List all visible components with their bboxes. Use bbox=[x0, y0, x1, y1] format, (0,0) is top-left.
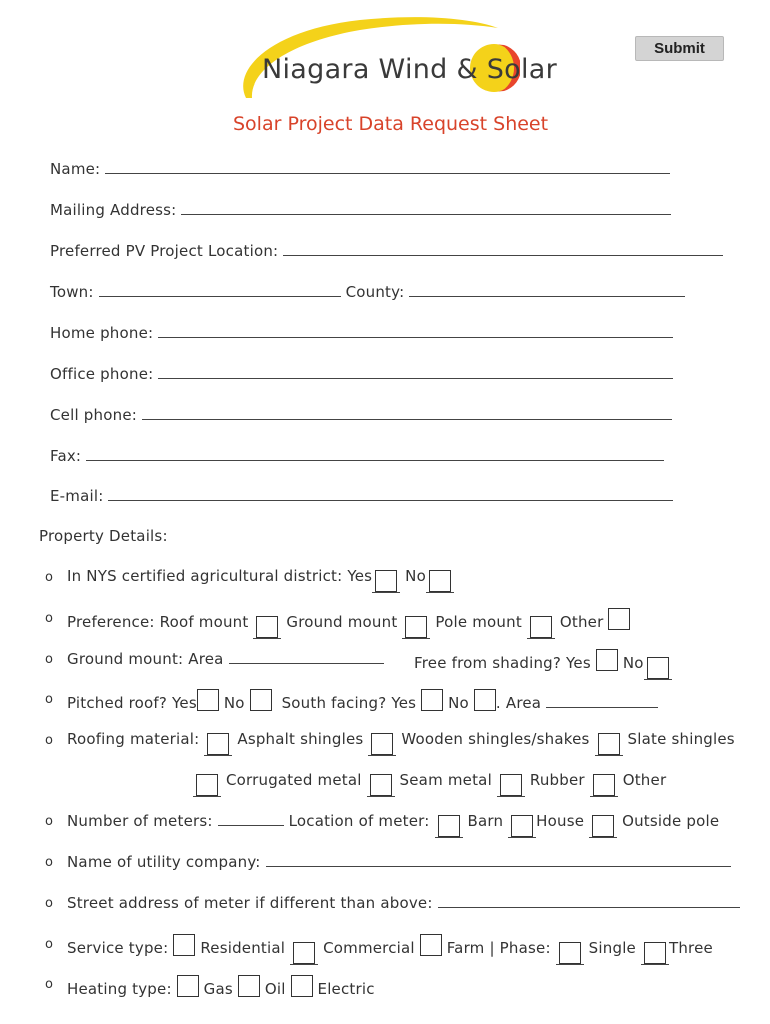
roof-other-checkbox[interactable] bbox=[593, 774, 615, 796]
asphalt-checkbox[interactable] bbox=[207, 733, 229, 755]
utility-field[interactable] bbox=[266, 852, 731, 867]
corrugated-label: Corrugated metal bbox=[225, 771, 362, 789]
bullet: o bbox=[45, 692, 53, 707]
rubber-label: Rubber bbox=[529, 771, 585, 789]
office-phone-label: Office phone: bbox=[50, 365, 154, 383]
cell-phone-row bbox=[50, 405, 672, 424]
home-phone-row bbox=[50, 323, 673, 342]
pitched-roof-label: Pitched roof? bbox=[67, 694, 168, 712]
south-yes-label: Yes bbox=[391, 694, 417, 712]
pv-location-row bbox=[50, 241, 723, 260]
utility-label: Name of utility company: bbox=[67, 853, 261, 871]
town-county-row bbox=[50, 282, 685, 301]
ground-area-row bbox=[67, 649, 384, 668]
preference-row bbox=[67, 608, 630, 639]
wooden-checkbox[interactable] bbox=[371, 733, 393, 755]
heating-type-label: Heating type: bbox=[67, 980, 172, 998]
bullet: o bbox=[45, 855, 53, 870]
pitched-no-checkbox[interactable] bbox=[250, 689, 272, 711]
bullet: o bbox=[45, 570, 53, 585]
ground-area-label: Ground mount: Area bbox=[67, 650, 224, 668]
street-meter-label: Street address of meter if different than above: bbox=[67, 894, 433, 912]
farm-checkbox[interactable] bbox=[420, 934, 442, 956]
oil-checkbox[interactable] bbox=[238, 975, 260, 997]
pv-location-label: Preferred PV Project Location: bbox=[50, 242, 279, 260]
pitched-yes-label: Yes bbox=[172, 694, 197, 712]
roof-area-label: . Area bbox=[495, 694, 542, 712]
meters-row bbox=[67, 811, 719, 838]
wooden-label: Wooden shingles/shakes bbox=[401, 730, 590, 748]
outside-pole-label: Outside pole bbox=[622, 812, 720, 830]
asphalt-label: Asphalt shingles bbox=[237, 730, 364, 748]
barn-checkbox[interactable] bbox=[438, 815, 460, 837]
outside-pole-checkbox[interactable] bbox=[592, 815, 614, 837]
shading-no-checkbox[interactable] bbox=[647, 657, 669, 679]
electric-checkbox[interactable] bbox=[291, 975, 313, 997]
south-no-checkbox[interactable] bbox=[474, 689, 496, 711]
county-field[interactable] bbox=[409, 282, 685, 297]
gas-label: Gas bbox=[203, 980, 233, 998]
fax-label: Fax: bbox=[50, 447, 82, 465]
commercial-label: Commercial bbox=[323, 939, 415, 957]
rubber-checkbox[interactable] bbox=[500, 774, 522, 796]
shading-row bbox=[414, 649, 672, 680]
pitched-no-label: No bbox=[223, 694, 245, 712]
south-yes-checkbox[interactable] bbox=[421, 689, 443, 711]
cell-phone-field[interactable] bbox=[142, 405, 672, 420]
roof-other-label: Other bbox=[622, 771, 667, 789]
south-no-label: No bbox=[448, 694, 469, 712]
mailing-address-label: Mailing Address: bbox=[50, 201, 177, 219]
single-checkbox[interactable] bbox=[559, 942, 581, 964]
cell-phone-label: Cell phone: bbox=[50, 406, 137, 424]
service-row bbox=[67, 934, 713, 965]
num-meters-field[interactable] bbox=[218, 811, 284, 826]
house-label: House bbox=[536, 812, 585, 830]
page-title: Solar Project Data Request Sheet bbox=[233, 113, 549, 135]
roof-mount-label: Preference: Roof mount bbox=[67, 613, 249, 631]
barn-label: Barn bbox=[467, 812, 504, 830]
bullet: o bbox=[45, 611, 53, 626]
three-label: Three bbox=[668, 939, 713, 957]
gas-checkbox[interactable] bbox=[177, 975, 199, 997]
bullet: o bbox=[45, 733, 53, 748]
property-details-heading: Property Details: bbox=[39, 527, 168, 545]
roof-area-field[interactable] bbox=[546, 693, 658, 708]
shading-yes-label: Yes bbox=[566, 654, 591, 672]
ag-district-row bbox=[67, 567, 454, 593]
pole-mount-checkbox[interactable] bbox=[530, 616, 552, 638]
utility-row bbox=[67, 852, 731, 871]
commercial-checkbox[interactable] bbox=[293, 942, 315, 964]
ag-no-checkbox[interactable] bbox=[429, 570, 451, 592]
town-label: Town: bbox=[50, 283, 94, 301]
heating-row bbox=[67, 975, 375, 998]
bullet: o bbox=[45, 937, 53, 952]
pitched-yes-checkbox[interactable] bbox=[197, 689, 219, 711]
office-phone-field[interactable] bbox=[158, 364, 673, 379]
street-meter-field[interactable] bbox=[438, 893, 740, 908]
ag-no-label: No bbox=[405, 567, 426, 585]
email-row bbox=[50, 486, 673, 505]
ground-mount-label: Ground mount bbox=[286, 613, 398, 631]
south-facing-label: South facing? bbox=[281, 694, 387, 712]
pitched-roof-row bbox=[67, 689, 658, 712]
town-field[interactable] bbox=[99, 282, 341, 297]
service-type-label: Service type: bbox=[67, 939, 169, 957]
num-meters-label: Number of meters: bbox=[67, 812, 213, 830]
email-field[interactable] bbox=[108, 486, 673, 501]
roof-mount-checkbox[interactable] bbox=[256, 616, 278, 638]
email-label: E-mail: bbox=[50, 487, 104, 505]
street-meter-row bbox=[67, 893, 740, 912]
oil-label: Oil bbox=[264, 980, 286, 998]
ag-yes-label: Yes bbox=[347, 567, 373, 585]
seam-label: Seam metal bbox=[399, 771, 492, 789]
three-checkbox[interactable] bbox=[644, 942, 666, 964]
ground-mount-checkbox[interactable] bbox=[405, 616, 427, 638]
ground-area-field[interactable] bbox=[229, 649, 384, 664]
submit-button[interactable]: Submit bbox=[635, 36, 724, 61]
residential-checkbox[interactable] bbox=[173, 934, 195, 956]
home-phone-field[interactable] bbox=[158, 323, 673, 338]
ag-district-label: In NYS certified agricultural district: bbox=[67, 567, 343, 585]
fax-field[interactable] bbox=[86, 446, 664, 461]
mailing-address-row bbox=[50, 200, 671, 219]
bullet: o bbox=[45, 814, 53, 829]
bullet: o bbox=[45, 652, 53, 667]
office-phone-row bbox=[50, 364, 673, 383]
name-field[interactable] bbox=[105, 159, 670, 174]
name-row bbox=[50, 159, 670, 178]
logo-text: Niagara Wind & Solar bbox=[262, 54, 558, 85]
single-label: Single bbox=[588, 939, 636, 957]
county-label: County: bbox=[345, 283, 405, 301]
roofing-row-2 bbox=[193, 771, 666, 797]
seam-checkbox[interactable] bbox=[370, 774, 392, 796]
pole-mount-label: Pole mount bbox=[435, 613, 522, 631]
other-checkbox[interactable] bbox=[608, 608, 630, 630]
shading-label: Free from shading? bbox=[414, 654, 562, 672]
slate-label: Slate shingles bbox=[627, 730, 735, 748]
fax-row bbox=[50, 446, 664, 465]
farm-phase-label: Farm | Phase: bbox=[446, 939, 551, 957]
shading-yes-checkbox[interactable] bbox=[596, 649, 618, 671]
residential-label: Residential bbox=[200, 939, 286, 957]
slate-checkbox[interactable] bbox=[598, 733, 620, 755]
meter-location-label: Location of meter: bbox=[288, 812, 430, 830]
bullet: o bbox=[45, 977, 53, 992]
shading-no-label: No bbox=[622, 654, 644, 672]
home-phone-label: Home phone: bbox=[50, 324, 154, 342]
bullet: o bbox=[45, 896, 53, 911]
pv-location-field[interactable] bbox=[283, 241, 723, 256]
house-checkbox[interactable] bbox=[511, 815, 533, 837]
corrugated-checkbox[interactable] bbox=[196, 774, 218, 796]
ag-yes-checkbox[interactable] bbox=[375, 570, 397, 592]
name-label: Name: bbox=[50, 160, 101, 178]
electric-label: Electric bbox=[317, 980, 375, 998]
other-label: Other bbox=[559, 613, 604, 631]
roofing-row-1 bbox=[67, 730, 735, 756]
roofing-label: Roofing material: bbox=[67, 730, 200, 748]
mailing-address-field[interactable] bbox=[181, 200, 671, 215]
